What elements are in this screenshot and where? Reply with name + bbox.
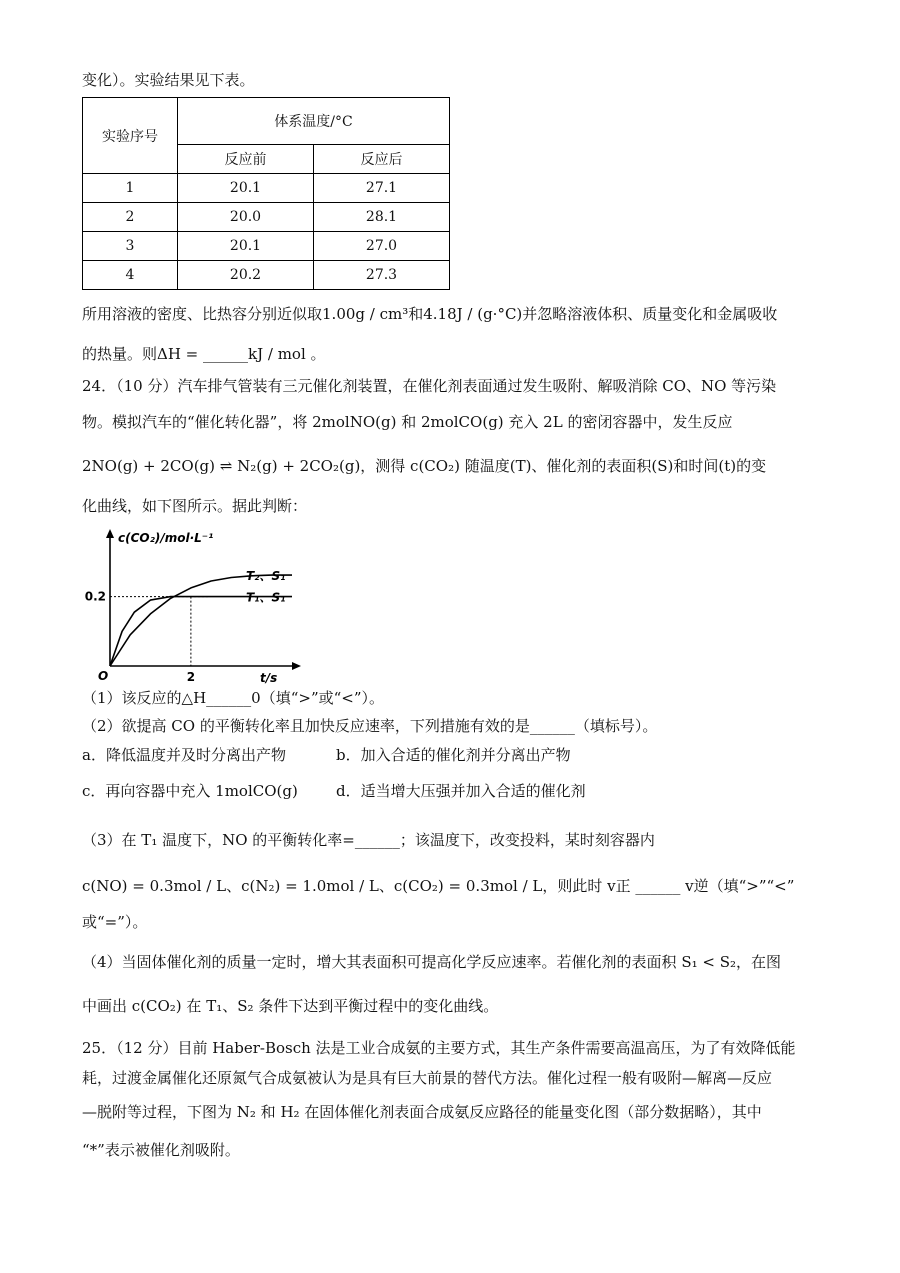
cell-before: 20.1 bbox=[178, 232, 314, 261]
header-after: 反应后 bbox=[314, 145, 450, 174]
cell-id: 1 bbox=[83, 174, 178, 203]
cell-id: 4 bbox=[83, 261, 178, 290]
cell-id: 3 bbox=[83, 232, 178, 261]
series-line-1 bbox=[110, 575, 292, 666]
q24-part4-line1: （4）当固体催化剂的质量一定时，增大其表面积可提高化学反应速率。若催化剂的表面积 S₁ < S₂，在图 bbox=[82, 953, 781, 971]
q24-part1: （1）该反应的△H______0（填“>”或“<”）。 bbox=[82, 689, 385, 707]
header-system-temperature: 体系温度/°C bbox=[178, 98, 450, 145]
q24-line4: 化曲线，如下图所示。据此判断： bbox=[82, 497, 308, 515]
table-row bbox=[83, 232, 450, 261]
chart-xlabel: t/s bbox=[260, 671, 278, 685]
cell-before: 20.0 bbox=[178, 203, 314, 232]
co2-concentration-chart bbox=[84, 528, 306, 686]
chart-origin-label: O bbox=[98, 669, 109, 683]
q25-line2: 耗，过渡金属催化还原氮气合成氨被认为是具有巨大前景的替代方法。催化过程一般有吸附—解离—反应 bbox=[82, 1069, 773, 1087]
series-label-2: T₁、S₁ bbox=[246, 590, 286, 605]
y-tick-label: 0.2 bbox=[84, 589, 106, 604]
series-label-1: T₂、S₁ bbox=[246, 569, 286, 584]
chart-series bbox=[110, 575, 292, 666]
table-row bbox=[83, 174, 450, 203]
q24-part4-line2: 中画出 c(CO₂) 在 T₁、S₂ 条件下达到平衡过程中的变化曲线。 bbox=[82, 997, 499, 1015]
table-row bbox=[83, 261, 450, 290]
y-axis-arrow-icon bbox=[106, 529, 114, 538]
cell-after: 28.1 bbox=[314, 203, 450, 232]
option-a: a．降低温度并及时分离出产物 bbox=[82, 746, 286, 764]
series-line-2 bbox=[110, 597, 292, 666]
chart-labels bbox=[85, 531, 286, 685]
cell-id: 2 bbox=[83, 203, 178, 232]
cell-after: 27.0 bbox=[314, 232, 450, 261]
q24-part3-line1: （3）在 T₁ 温度下，NO 的平衡转化率=______；该温度下，改变投料，某时刻容器内 bbox=[82, 831, 655, 849]
table-row bbox=[83, 203, 450, 232]
cell-before: 20.1 bbox=[178, 174, 314, 203]
q24-line3: 2NO(g) + 2CO(g) ⇌ N₂(g) + 2CO₂(g)，测得 c(CO₂) 随温度(T)、催化剂的表面积(S)和时间(t)的变 bbox=[82, 457, 767, 475]
q24-part3-line2: c(NO) = 0.3mol / L、c(N₂) = 1.0mol / L、c(CO₂) = 0.3mol / L，则此时 v正 ______ v逆（填“>”“<” bbox=[82, 877, 795, 895]
option-d: d．适当增大压强并加入合适的催化剂 bbox=[336, 782, 586, 800]
q24-line1: 24．（10 分）汽车排气管装有三元催化剂装置，在催化剂表面通过发生吸附、解吸消除 CO、NO 等污染 bbox=[82, 377, 777, 395]
cell-before: 20.2 bbox=[178, 261, 314, 290]
q24-part3-line3: 或“=”）。 bbox=[82, 913, 148, 931]
option-b: b．加入合适的催化剂并分离出产物 bbox=[336, 746, 571, 764]
q23-text-line1: 所用溶液的密度、比热容分别近似取1.00g / cm³和4.18J / (g·°C)并忽略溶液体积、质量变化和金属吸收 bbox=[82, 305, 778, 323]
header-experiment-number: 实验序号 bbox=[83, 98, 178, 174]
header-before: 反应前 bbox=[178, 145, 314, 174]
q24-line2: 物。模拟汽车的“催化转化器”，将 2molNO(g) 和 2molCO(g) 充入 2L 的密闭容器中，发生反应 bbox=[82, 413, 733, 431]
q23-text-line2: 的热量。则ΔH = ______kJ / mol 。 bbox=[82, 345, 326, 363]
cell-after: 27.1 bbox=[314, 174, 450, 203]
option-c: c．再向容器中充入 1molCO(g) bbox=[82, 782, 298, 800]
q24-part2: （2）欲提高 CO 的平衡转化率且加快反应速率，下列措施有效的是______（填标号）。 bbox=[82, 717, 658, 735]
intro-text: 变化）。实验结果见下表。 bbox=[82, 71, 255, 89]
experiment-table bbox=[82, 97, 450, 290]
x-axis-arrow-icon bbox=[292, 662, 301, 670]
q25-line4: “*”表示被催化剂吸附。 bbox=[82, 1141, 240, 1159]
q25-line1: 25．（12 分）目前 Haber-Bosch 法是工业合成氨的主要方式，其生产条件需要高温高压，为了有效降低能 bbox=[82, 1039, 796, 1057]
x-tick-label: 2 bbox=[186, 670, 196, 684]
cell-after: 27.3 bbox=[314, 261, 450, 290]
chart-ylabel: c(CO₂)/mol·L⁻¹ bbox=[118, 531, 214, 545]
q25-line3: —脱附等过程，下图为 N₂ 和 H₂ 在固体催化剂表面合成氨反应路径的能量变化图（部分数据略），其中 bbox=[82, 1103, 762, 1121]
